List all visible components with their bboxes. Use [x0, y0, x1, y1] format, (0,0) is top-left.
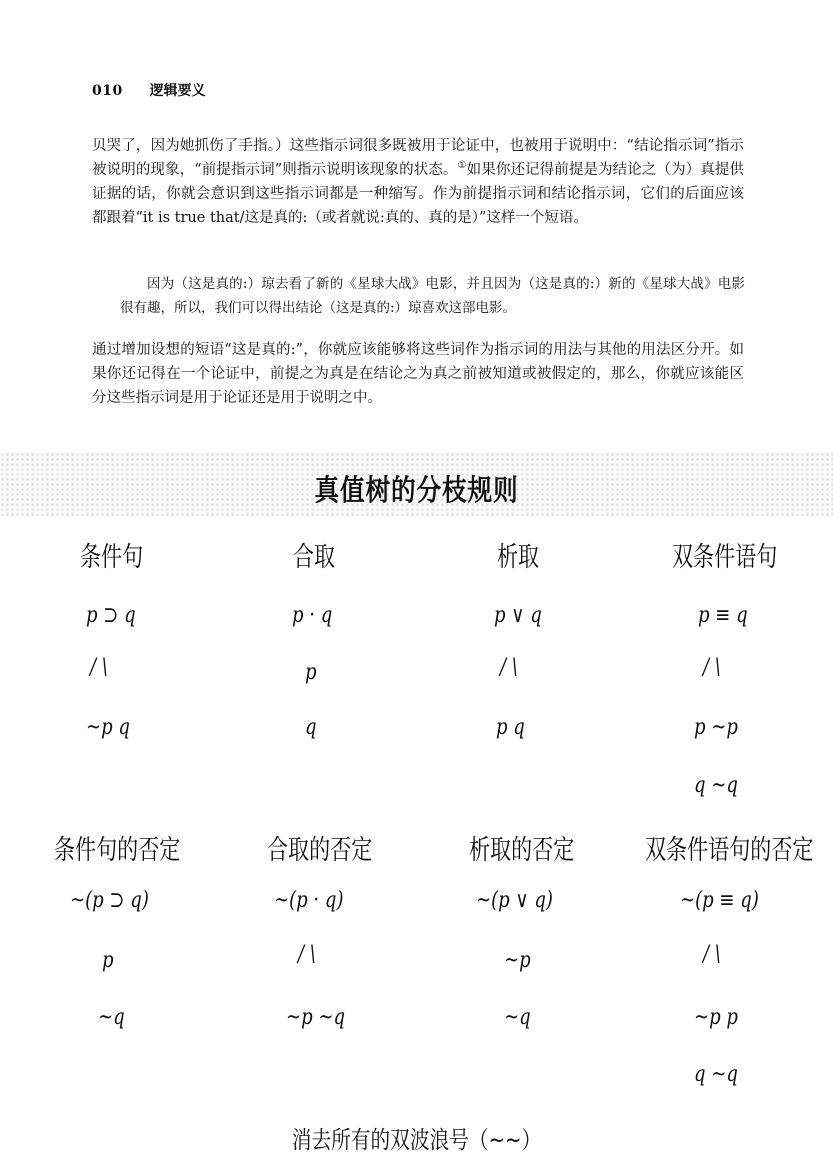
- rule-heading-negated-biconditional: 双条件语句的否定: [645, 835, 814, 866]
- line-negated-disjunction-2: ~q: [504, 1005, 531, 1030]
- rule-heading-biconditional: 双条件语句: [672, 542, 778, 573]
- rule-heading-conjunction: 合取: [293, 542, 336, 573]
- line-conjunction-2: q: [305, 715, 317, 740]
- rule-heading-negated-conjunction: 合取的否定: [267, 835, 373, 866]
- line-negated-conditional-2: ~q: [98, 1005, 125, 1030]
- paragraph-text-continued: 如果你还记得前提是为结论之（为）真提供证据的话，你就会意识到这些指示词都是一种缩写。作为前提指示词和结论指示词，它们的后面应该都跟着“it is true that/这是真的:（或者就说:真的、真的是）”这样一个短语。: [92, 162, 745, 226]
- formula-conditional: p ⊃ q: [86, 603, 136, 628]
- formula-negated-conditional: ~(p ⊃ q): [70, 888, 149, 913]
- result-biconditional-1: p ~p: [694, 715, 738, 740]
- page-header: [92, 80, 206, 100]
- line-conjunction-1: p: [305, 660, 317, 685]
- formula-conjunction: p · q: [292, 603, 333, 628]
- formula-negated-disjunction: ~(p ∨ q): [476, 888, 553, 913]
- rule-heading-disjunction: 析取: [497, 542, 540, 573]
- rule-heading-negated-conditional: 条件句的否定: [54, 835, 181, 866]
- result-negated-biconditional-1: ~p p: [694, 1005, 738, 1030]
- formula-biconditional: p ≡ q: [698, 603, 748, 628]
- body-paragraph-1: [92, 134, 744, 230]
- example-quote: [120, 272, 745, 320]
- line-negated-conditional-1: p: [102, 948, 114, 973]
- formula-disjunction: p ∨ q: [494, 603, 542, 628]
- book-title: 逻辑要义: [149, 83, 206, 99]
- page-number: 010: [92, 83, 123, 99]
- paragraph-text: 通过增加设想的短语“这是真的:”，你就应该能够将这些词作为指示词的用法与其他的用法区分开。如果你还记得在一个论证中，前提之为真是在结论之为真之前被知道或被假定的，那么，你就应该能区分这些指示词是用于论证还是用于说明之中。: [92, 342, 744, 406]
- rules-title: 真值树的分枝规则: [314, 473, 519, 507]
- body-paragraph-2: [92, 338, 744, 410]
- formula-negated-conjunction: ~(p · q): [274, 888, 344, 913]
- branch-biconditional: / \: [703, 655, 721, 680]
- rule-heading-negated-disjunction: 析取的否定: [469, 835, 575, 866]
- line-negated-disjunction-1: ~p: [504, 948, 531, 973]
- branch-conditional: / \: [90, 655, 108, 680]
- paragraph-text: 贝哭了，因为她抓伤了手指。）这些指示词很多既被用于论证中，也被用于说明中：“结论指示词”指示被说明的现象，“前提指示词”则指示说明该现象的状态。: [92, 138, 744, 178]
- result-negated-conjunction: ~p ~q: [286, 1005, 346, 1030]
- result-conditional: ~p q: [86, 715, 130, 740]
- double-tilde-note: 消去所有的双波浪号（~~）: [291, 1126, 542, 1154]
- formula-negated-biconditional: ~(p ≡ q): [680, 888, 759, 913]
- quote-text: 因为（这是真的:）琼去看了新的《星球大战》电影，并且因为（这是真的:）新的《星球大战》电影很有趣，所以，我们可以得出结论（这是真的:）琼喜欢这部电影。: [120, 276, 745, 316]
- rule-heading-conditional: 条件句: [80, 542, 144, 573]
- branch-disjunction: / \: [500, 655, 518, 680]
- result-disjunction: p q: [496, 715, 525, 740]
- footnote-marker[interactable]: ①: [457, 160, 467, 172]
- branch-negated-conjunction: / \: [298, 942, 316, 967]
- result-negated-biconditional-2: q ~q: [694, 1062, 738, 1087]
- branch-negated-biconditional: / \: [703, 942, 721, 967]
- result-biconditional-2: q ~q: [694, 773, 738, 798]
